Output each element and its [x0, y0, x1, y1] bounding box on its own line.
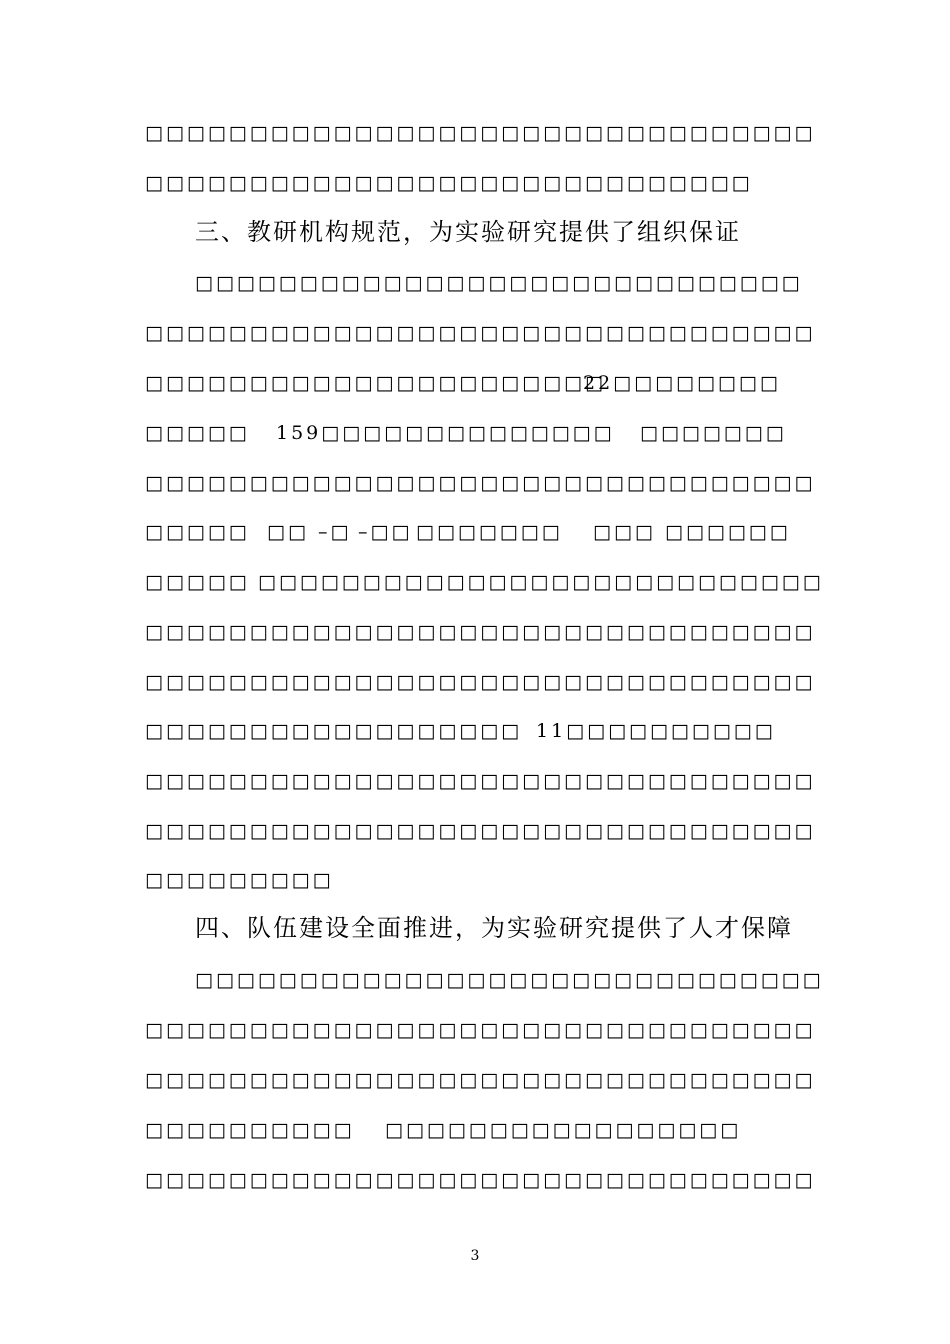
text-run: □□□□□□□□□□□□□□□□□□□□□□□□□□□□□ — [145, 172, 753, 194]
text-run: □□□□□□□□□□ — [145, 1119, 355, 1141]
body-line — [0, 868, 334, 940]
text-run: □□□□□□□□□□□□□□□□□□□□□□□□□□□□□□□□ — [145, 322, 816, 344]
text-run: □□□□□□□□□□□□□□□□□□□□□□□□□□□□□□□□ — [145, 770, 816, 792]
text-run: □□□□□□□ — [640, 422, 787, 444]
text-run: 159□□□□□□□□□□□□□□ — [276, 422, 615, 444]
text-run: □□□□□□ — [665, 521, 791, 543]
text-run: □□□□□□□□□□□□□□□□□□□□□□□□□□□□□□□□ — [145, 1169, 816, 1191]
text-run: □□ — [267, 521, 309, 543]
body-line — [0, 1168, 816, 1240]
text-run: □□□□□□□□□□□□□□□□□□□□□□ — [145, 372, 606, 394]
text-run: □□□□□ — [145, 571, 250, 593]
text-run: □□□□□□□□□□□□□□□□□□□□□□□□□□□□□□□□ — [145, 621, 816, 643]
text-run: □□□□□□□□□□□□□□□□□□□□□□□□□□□□□□□□ — [145, 820, 816, 842]
text-run: □□□□□□□□□□□□□□□□□□ — [145, 720, 523, 742]
text-run: –□□ — [358, 521, 413, 543]
text-run: □□□□□□□□□ — [145, 869, 334, 891]
text-run: □□□□□□□□□□□□□□□□□□□□□□□□□□□□□□ — [195, 969, 824, 991]
text-run: □□□□□ — [145, 521, 250, 543]
text-run: □□□□□□□□□□□□□□□□□□□□□□□□□□□□□□□□ — [145, 671, 816, 693]
text-run: □□□□□□□ — [416, 521, 563, 543]
text-run: □□□□□□□□□□□□□□□□□□□□□□□□□□□□□□□□ — [145, 472, 816, 494]
text-run: □□□□□□□□□□□□□□□□□□□□□□□□□□□ — [258, 571, 824, 593]
text-run: –□ — [318, 521, 352, 543]
text-run: 22□□□□□□□□ — [583, 372, 781, 394]
section-heading: 四、队伍建设全面推进，为实验研究提供了人才保障 — [195, 914, 793, 942]
text-run: □□□□□□□□□□□□□□□□□□□□□□□□□□□□□ — [195, 272, 803, 294]
page-number: 3 — [470, 1248, 480, 1264]
text-run: □□□□□□□□□□□□□□□□□ — [385, 1119, 742, 1141]
text-run: □□□□□ — [145, 422, 250, 444]
text-run: □□□ — [593, 521, 656, 543]
text-run: □□□□□□□□□□□□□□□□□□□□□□□□□□□□□□□□ — [145, 1069, 816, 1091]
text-run: □□□□□□□□□□□□□□□□□□□□□□□□□□□□□□□□ — [145, 122, 816, 144]
section-heading: 三、教研机构规范，为实验研究提供了组织保证 — [195, 218, 741, 246]
text-run: □□□□□□□□□□□□□□□□□□□□□□□□□□□□□□□□ — [145, 1019, 816, 1041]
text-run: 11□□□□□□□□□□ — [536, 720, 776, 742]
